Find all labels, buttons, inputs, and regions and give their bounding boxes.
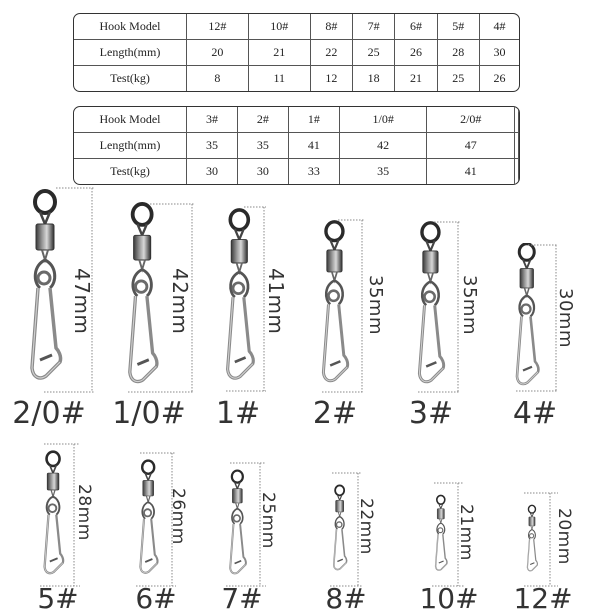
cell-model: 12# [187, 14, 249, 40]
row-label: Test(kg) [74, 159, 187, 184]
cell-length: 47 [427, 133, 515, 159]
row-label: Length(mm) [74, 40, 187, 66]
swivel-icon [24, 186, 72, 396]
dimension-label: 28mm [74, 484, 94, 541]
spec-table-small-sizes [73, 13, 520, 92]
cell-model: 8# [311, 14, 353, 40]
swivel-icon [124, 202, 168, 396]
cell-length: 28 [438, 40, 480, 66]
cell-model: 1# [289, 107, 340, 133]
size-label: 7# [212, 582, 272, 615]
row-label: Test(kg) [74, 66, 187, 91]
size-label: 1/0# [104, 396, 194, 431]
swivel-icon [226, 462, 262, 592]
dimension-label: 25mm [258, 492, 278, 549]
row-test [74, 66, 519, 91]
swivel-1-0 [124, 202, 168, 396]
row-hook-model [74, 107, 519, 133]
cell-test: 35 [340, 159, 428, 184]
cell-length: 22 [311, 40, 353, 66]
row-label: Hook Model [74, 107, 187, 133]
cell-test: 41 [427, 159, 515, 184]
row-length [74, 40, 519, 66]
size-label: 2/0# [4, 396, 94, 431]
cell-length: 35 [238, 133, 289, 159]
swivel-icon [512, 243, 552, 395]
cell-test: 30 [238, 159, 289, 184]
dimension-label: 47mm [70, 268, 94, 334]
cell-test: 21 [395, 66, 437, 91]
size-label: 3# [396, 396, 466, 431]
swivel-5 [40, 443, 76, 593]
dimension-label: 20mm [554, 508, 574, 565]
cell-model: 1/0# [340, 107, 428, 133]
cell-length: 25 [353, 40, 395, 66]
cell-test: 33 [289, 159, 340, 184]
cell-model: 10# [249, 14, 311, 40]
cell-test: 25 [438, 66, 480, 91]
cell-test: 30 [187, 159, 238, 184]
dimension-label: 30mm [555, 288, 576, 348]
cell-test: 12 [311, 66, 353, 91]
dimension-label: 22mm [356, 498, 376, 555]
row-test [74, 159, 519, 184]
swivel-2 [318, 218, 362, 396]
swivel-6 [136, 452, 172, 592]
size-label: 5# [28, 582, 88, 615]
dimension-label: 41mm [264, 268, 288, 334]
swivel-icon [414, 220, 458, 396]
swivel-2-0 [24, 186, 72, 396]
swivel-1 [222, 205, 266, 395]
cell-test: 18 [353, 66, 395, 91]
size-label: 1# [208, 396, 268, 431]
spec-table-large-sizes [73, 106, 520, 185]
cell-model: 2/0# [427, 107, 515, 133]
swivel-12 [524, 492, 558, 592]
cell-model: 4# [480, 14, 519, 40]
cell-length: 30 [480, 40, 519, 66]
cell-model: 7# [353, 14, 395, 40]
swivel-icon [222, 205, 266, 395]
cell-model: 2# [238, 107, 289, 133]
dimension-label: 26mm [168, 488, 188, 545]
cell-model: 5# [438, 14, 480, 40]
cell-test: 8 [187, 66, 249, 91]
size-label: 8# [316, 582, 376, 615]
swivel-icon [40, 443, 76, 593]
cell-length: 42 [340, 133, 428, 159]
cell-length: 26 [395, 40, 437, 66]
dimension-label: 42mm [168, 268, 192, 334]
cell-length: 35 [187, 133, 238, 159]
swivel-icon [524, 492, 558, 592]
size-label: 12# [508, 582, 578, 615]
swivel-7 [226, 462, 262, 592]
swivel-3 [414, 220, 458, 396]
cell-model: 3# [187, 107, 238, 133]
cell-length: 21 [249, 40, 311, 66]
swivel-4 [512, 243, 552, 395]
size-label: 6# [126, 582, 186, 615]
row-length [74, 133, 519, 159]
row-hook-model [74, 14, 519, 40]
size-label: 2# [300, 396, 370, 431]
cell-test: 26 [480, 66, 519, 91]
size-label: 10# [414, 582, 484, 615]
row-label: Length(mm) [74, 133, 187, 159]
row-label: Hook Model [74, 14, 187, 40]
cell-test: 11 [249, 66, 311, 91]
dimension-label: 35mm [459, 275, 480, 335]
size-label: 4# [500, 396, 570, 431]
cell-length: 20 [187, 40, 249, 66]
dimension-label: 35mm [365, 275, 386, 335]
swivel-icon [318, 218, 362, 396]
dimension-label: 21mm [456, 504, 476, 561]
cell-length: 41 [289, 133, 340, 159]
cell-model: 6# [395, 14, 437, 40]
swivel-icon [136, 452, 172, 592]
